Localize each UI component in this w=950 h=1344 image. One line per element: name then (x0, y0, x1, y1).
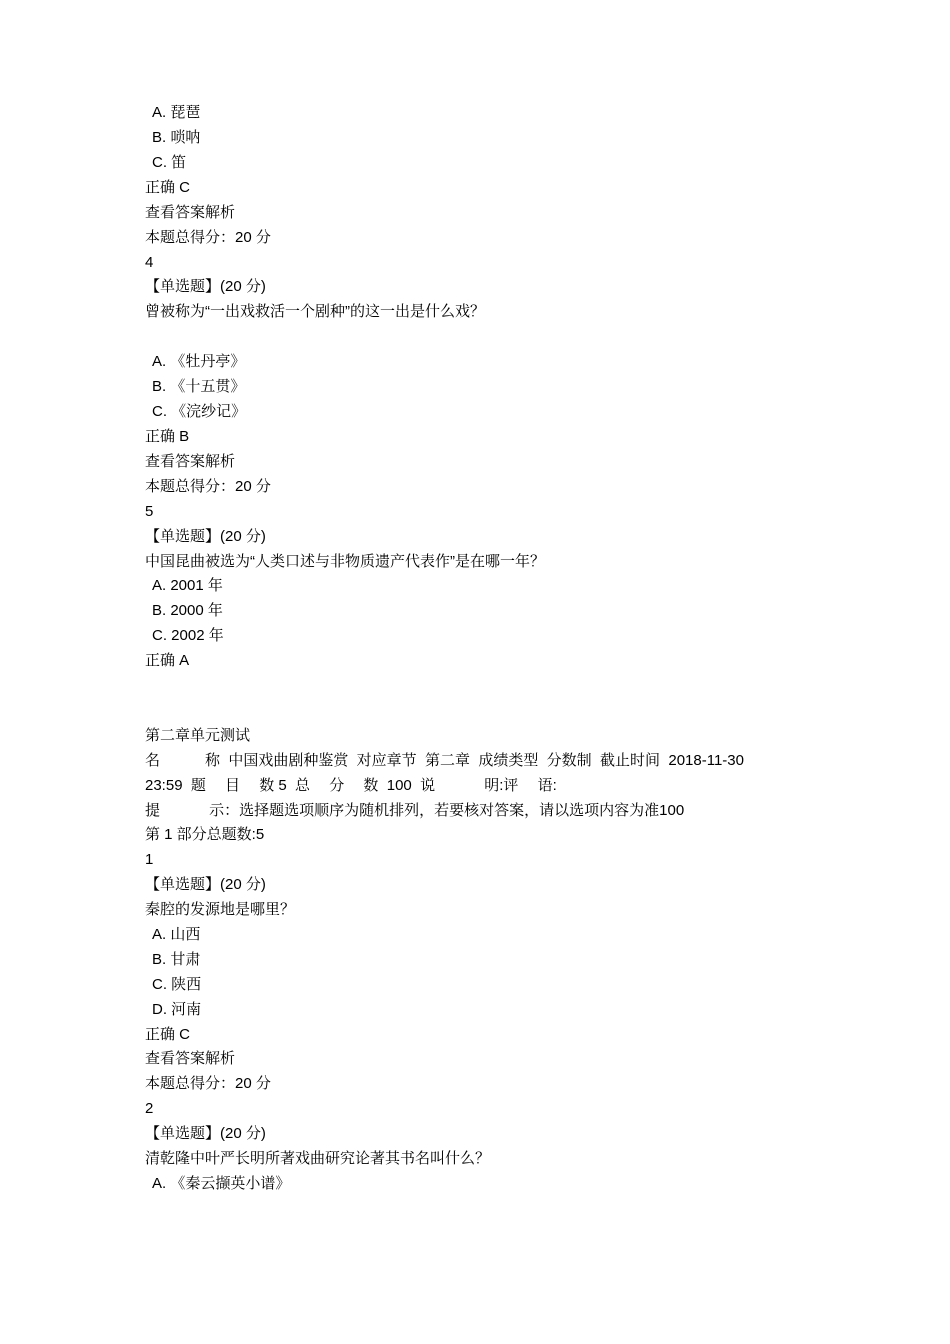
question-text: 秦腔的发源地是哪里？ (145, 901, 296, 918)
correct-answer: 正确 C (145, 179, 191, 196)
option-c: C. 陕西 (152, 976, 202, 993)
question-number: 5 (145, 503, 154, 520)
question-text: 清乾隆中叶严长明所著戏曲研究论著其书名叫什么？ (145, 1150, 491, 1167)
option-b: B. 唢呐 (152, 129, 201, 146)
test-hint: 提 示：选择题选项顺序为随机排列，若要核对答案，请以选项内容为准100 (145, 802, 685, 819)
option-a: A. 《秦云撷英小谱》 (152, 1175, 291, 1192)
chapter-title: 第二章单元测试 (145, 727, 251, 744)
option-c: C. 《浣纱记》 (152, 403, 247, 420)
option-d: D. 河南 (152, 1001, 202, 1018)
question-number: 2 (145, 1100, 154, 1117)
option-a: A. 山西 (152, 926, 201, 943)
option-a: A. 琵琶 (152, 104, 201, 121)
question-text: 曾被称为“一出戏救活一个剧种”的这一出是什么戏？ (145, 303, 485, 320)
option-b: B. 甘肃 (152, 951, 201, 968)
question-score: 本题总得分：20 分 (145, 1075, 271, 1092)
question-score: 本题总得分：20 分 (145, 229, 271, 246)
option-b: B. 2000 年 (152, 602, 223, 619)
part-summary: 第 1 部分总题数:5 (145, 826, 265, 843)
option-c: C. 笛 (152, 154, 187, 171)
option-a: A. 2001 年 (152, 577, 223, 594)
question-score: 本题总得分：20 分 (145, 478, 271, 495)
correct-answer: 正确 C (145, 1026, 191, 1043)
question-number: 1 (145, 851, 154, 868)
option-a: A. 《牡丹亭》 (152, 353, 246, 370)
option-b: B. 《十五贯》 (152, 378, 246, 395)
question-type: 【单选题】(20 分) (145, 1125, 266, 1142)
correct-answer: 正确 A (145, 652, 190, 669)
question-text: 中国昆曲被选为“人类口述与非物质遗产代表作”是在哪一年？ (145, 553, 545, 570)
test-info-line: 名 称 中国戏曲剧种鉴赏 对应章节 第二章 成绩类型 分数制 截止时间 2018-11-30 (145, 752, 744, 769)
question-type: 【单选题】(20 分) (145, 876, 266, 893)
option-c: C. 2002 年 (152, 627, 224, 644)
correct-answer: 正确 B (145, 428, 190, 445)
question-type: 【单选题】(20 分) (145, 528, 266, 545)
view-analysis-link[interactable]: 查看答案解析 (145, 204, 236, 221)
question-number: 4 (145, 254, 154, 271)
test-info-line: 23:59 题 目 数 5 总 分 数 100 说 明:评 语: (145, 777, 557, 794)
view-analysis-link[interactable]: 查看答案解析 (145, 453, 236, 470)
question-type: 【单选题】(20 分) (145, 278, 266, 295)
view-analysis-link[interactable]: 查看答案解析 (145, 1050, 236, 1067)
